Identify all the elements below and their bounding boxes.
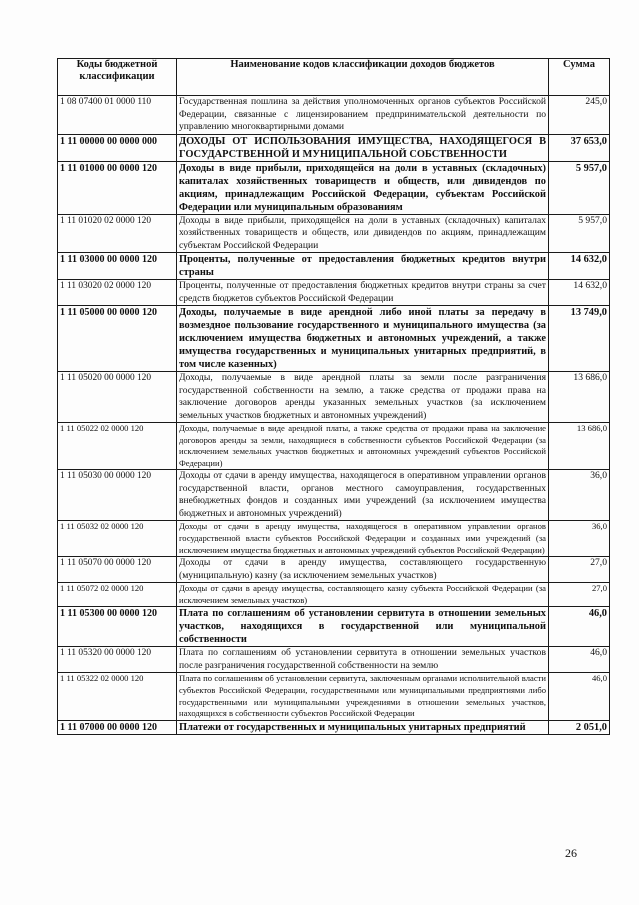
table-row	[58, 521, 610, 557]
row-sum: 46,0	[549, 647, 610, 673]
table-row	[58, 720, 610, 734]
row-name: Проценты, полученные от предоставления бюджетных кредитов внутри страны за счет средств бюджетов субъектов Российской Федерации	[177, 280, 549, 306]
row-sum: 2 051,0	[549, 720, 610, 734]
row-name: ДОХОДЫ ОТ ИСПОЛЬЗОВАНИЯ ИМУЩЕСТВА, НАХОДЯЩЕГОСЯ В ГОСУДАРСТВЕННОЙ И МУНИЦИПАЛЬНОЙ СОБСТВЕННОСТИ	[177, 134, 549, 161]
row-code: 1 11 05300 00 0000 120	[58, 607, 177, 647]
row-code: 1 11 05032 02 0000 120	[58, 521, 177, 557]
row-code: 1 11 05072 02 0000 120	[58, 583, 177, 607]
table-row	[58, 673, 610, 720]
row-name: Проценты, полученные от предоставления бюджетных кредитов внутри страны	[177, 253, 549, 280]
table-row	[58, 647, 610, 673]
row-sum: 13 686,0	[549, 372, 610, 423]
table-row	[58, 557, 610, 583]
row-sum: 46,0	[549, 607, 610, 647]
row-code: 1 11 03000 00 0000 120	[58, 253, 177, 280]
row-code: 1 11 05320 00 0000 120	[58, 647, 177, 673]
table-row	[58, 214, 610, 253]
table-row	[58, 134, 610, 161]
row-name: Доходы, получаемые в виде арендной платы за земли после разграничения государственной собственности на землю, а также средства от продажи права на заключение договоров аренды указанных земельных участков (за исключением земельных участков бюджетных и автономных учреждений)	[177, 372, 549, 423]
table-row	[58, 306, 610, 372]
row-sum: 36,0	[549, 470, 610, 521]
row-code: 1 11 05030 00 0000 120	[58, 470, 177, 521]
row-name: Доходы в виде прибыли, приходящейся на доли в уставных (складочных) капиталах хозяйственных товариществ и обществ, или дивидендов по акциям, принадлежащим Российской Федерации, субъектам Российской Федерации или муниципальным образованиям	[177, 161, 549, 214]
row-code: 1 11 01020 02 0000 120	[58, 214, 177, 253]
row-code: 1 11 03020 02 0000 120	[58, 280, 177, 306]
table-header-row	[58, 59, 610, 96]
table-row	[58, 161, 610, 214]
row-name: Доходы, получаемые в виде арендной платы, а также средства от продажи права на заключение договоров аренды за земли, находящиеся в собственности субъектов Российской Федерации (за исключением земельных участков бюджетных и автономных учреждений субъектов Российской Федерации)	[177, 423, 549, 470]
row-code: 1 08 07400 01 0000 110	[58, 96, 177, 135]
row-sum: 13 686,0	[549, 423, 610, 470]
row-name: Государственная пошлина за действия уполномоченных органов субъектов Российской Федерации, связанные с лицензированием предпринимательской деятельности по управлению многоквартирными домами	[177, 96, 549, 135]
row-code: 1 11 05020 00 0000 120	[58, 372, 177, 423]
row-code: 1 11 00000 00 0000 000	[58, 134, 177, 161]
table-row	[58, 280, 610, 306]
table-row	[58, 253, 610, 280]
table-row	[58, 607, 610, 647]
row-code: 1 11 07000 00 0000 120	[58, 720, 177, 734]
row-sum: 27,0	[549, 583, 610, 607]
row-sum: 245,0	[549, 96, 610, 135]
row-sum: 14 632,0	[549, 253, 610, 280]
row-code: 1 11 05322 02 0000 120	[58, 673, 177, 720]
row-name: Доходы от сдачи в аренду имущества, составляющего государственную (муниципальную) казну (за исключением земельных участков)	[177, 557, 549, 583]
row-code: 1 11 05000 00 0000 120	[58, 306, 177, 372]
row-name: Платежи от государственных и муниципальных унитарных предприятий	[177, 720, 549, 734]
table-row	[58, 583, 610, 607]
row-name: Плата по соглашениям об установлении сервитута, заключенным органами исполнительной власти субъектов Российской Федерации, государственными или муниципальными предприятиями либо государственными или муниципальными учреждениями в отношении земельных участков, находящихся в собственности субъектов Российской Федерации	[177, 673, 549, 720]
row-name: Плата по соглашениям об установлении сервитута в отношении земельных участков, находящихся в государственной или муниципальной собственности	[177, 607, 549, 647]
row-sum: 5 957,0	[549, 161, 610, 214]
row-name: Доходы в виде прибыли, приходящейся на доли в уставных (складочных) капиталах хозяйственных товариществ и обществ, или дивидендов по акциям, принадлежащим субъектам Российской Федерации	[177, 214, 549, 253]
row-sum: 37 653,0	[549, 134, 610, 161]
row-code: 1 11 05022 02 0000 120	[58, 423, 177, 470]
row-code: 1 11 01000 00 0000 120	[58, 161, 177, 214]
row-sum: 46,0	[549, 673, 610, 720]
row-sum: 13 749,0	[549, 306, 610, 372]
row-sum: 27,0	[549, 557, 610, 583]
table-row	[58, 372, 610, 423]
row-name: Плата по соглашениям об установлении сервитута в отношении земельных участков после разграничения государственной собственности на землю	[177, 647, 549, 673]
header-code: Коды бюджетной классификации	[58, 59, 177, 96]
table-row	[58, 423, 610, 470]
row-sum: 36,0	[549, 521, 610, 557]
table-row	[58, 470, 610, 521]
row-code: 1 11 05070 00 0000 120	[58, 557, 177, 583]
header-sum: Сумма	[549, 59, 610, 96]
row-sum: 5 957,0	[549, 214, 610, 253]
row-name: Доходы от сдачи в аренду имущества, находящегося в оперативном управлении органов государственной власти, органов местного самоуправления, государственных внебюджетных фондов и созданных ими учреждений (за исключением имущества бюджетных и автономных учреждений)	[177, 470, 549, 521]
row-name: Доходы, получаемые в виде арендной либо иной платы за передачу в возмездное пользование государственного и муниципального имущества (за исключением имущества бюджетных и автономных учреждений, а также имущества государственных и муниципальных унитарных предприятий, в том числе казенных)	[177, 306, 549, 372]
table-row	[58, 96, 610, 135]
row-name: Доходы от сдачи в аренду имущества, находящегося в оперативном управлении органов государственной власти субъектов Российской Федерации и созданных ими учреждений (за исключением имущества бюджетных и автономных учреждений субъектов Российской Федерации)	[177, 521, 549, 557]
row-sum: 14 632,0	[549, 280, 610, 306]
header-name: Наименование кодов классификации доходов бюджетов	[177, 59, 549, 96]
budget-revenue-table	[57, 58, 610, 735]
page-number: 26	[565, 846, 577, 860]
row-name: Доходы от сдачи в аренду имущества, составляющего казну субъекта Российской Федерации (за исключением земельных участков)	[177, 583, 549, 607]
